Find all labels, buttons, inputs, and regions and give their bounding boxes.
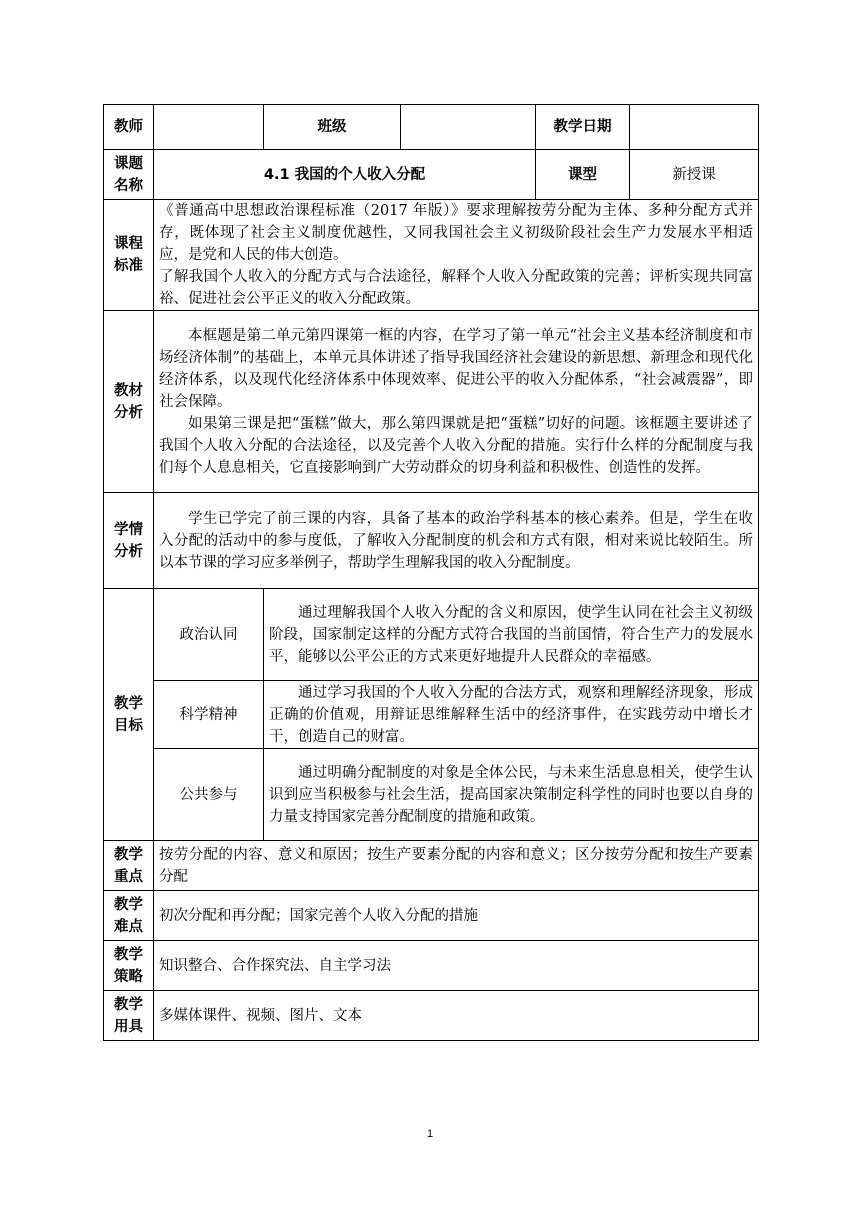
standard-paragraph-2: 了解我国个人收入的分配方式与合法途径，解释个人收入分配政策的完善；评析实现共同富裕、促进社会公平正义的收入分配政策。: [159, 269, 753, 307]
topic-row: [104, 150, 759, 200]
key-points-label-line2: 重点: [114, 868, 143, 885]
lesson-type-value: 新授课: [630, 150, 759, 200]
standard-label-line2: 标准: [114, 258, 143, 274]
goal-text-political: [264, 589, 759, 681]
strategy-row: [104, 941, 759, 991]
class-label: 班级: [264, 105, 401, 150]
difficulties-row: [104, 891, 759, 941]
goals-label: [104, 589, 154, 841]
topic-label-line1: 课题: [114, 155, 143, 172]
key-points-label: [104, 841, 154, 891]
standard-row: [104, 200, 759, 311]
tools-text: 多媒体课件、视频、图片、文本: [159, 1007, 362, 1024]
strategy-label: [104, 941, 154, 991]
topic-label: [104, 150, 154, 200]
goal-paragraph-political: 通过理解我国个人收入分配的含义和原因，使学生认同在社会主义初级阶段，国家制定这样的分配方式符合我国的当前国情，符合生产力的发展水平，能够以公平公正的方式来更好地提升人民群众的幸福感。: [269, 604, 753, 665]
difficulties-label-line1: 教学: [114, 896, 143, 913]
goal-row-1: [104, 589, 759, 681]
difficulties-label-line2: 难点: [114, 918, 143, 935]
lesson-plan-table: [103, 104, 759, 1041]
topic-title: 4.1 我国的个人收入分配: [154, 150, 536, 200]
students-label-line1: 学情: [114, 521, 143, 538]
goals-label-line2: 目标: [114, 717, 143, 734]
tools-row: [104, 991, 759, 1041]
tools-label: [104, 991, 154, 1041]
date-value: [630, 105, 759, 150]
lesson-type-label: 课型: [536, 150, 630, 200]
page-number: 1: [426, 1128, 434, 1140]
strategy-label-line1: 教学: [114, 946, 143, 963]
students-label: [104, 493, 154, 589]
teacher-label: 教师: [104, 105, 154, 150]
material-row: [104, 311, 759, 493]
goal-row-2: [104, 681, 759, 749]
standard-paragraph-1: 《普通高中思想政治课程标准（2017 年版）》要求理解按劳分配为主体、多种分配方式并存，既体现了社会主义制度优越性，又同我国社会主义初级阶段社会生产力发展水平相适应，是党和人民的伟大创造。: [159, 203, 753, 263]
teacher-value: [154, 105, 264, 150]
standard-label: [104, 200, 154, 311]
goal-paragraph-science: 通过学习我国的个人收入分配的合法方式，观察和理解经济现象，形成正确的价值观，用辩证思维解释生活中的经济事件，在实践劳动中增长才干，创造自己的财富。: [269, 684, 753, 745]
standard-content: [154, 200, 759, 311]
difficulties-content: [154, 891, 759, 941]
material-label-line1: 教材: [114, 382, 143, 399]
students-content: [154, 493, 759, 589]
key-points-label-line1: 教学: [114, 846, 143, 863]
material-label: [104, 311, 154, 493]
tools-content: [154, 991, 759, 1041]
goal-row-3: [104, 749, 759, 841]
students-label-line2: 分析: [114, 543, 143, 560]
difficulties-text: 初次分配和再分配；国家完善个人收入分配的措施: [159, 907, 478, 924]
difficulties-label: [104, 891, 154, 941]
goal-paragraph-public: 通过明确分配制度的对象是全体公民，与未来生活息息相关，使学生认识到应当积极参与社会生活，提高国家决策制定科学性的同时也要以自身的力量支持国家完善分配制度的措施和政策。: [269, 764, 753, 825]
material-paragraph-2: 如果第三课是把“蛋糕”做大，那么第四课就是把“蛋糕”切好的问题。该框题主要讲述了我国个人收入分配的合法途径，以及完善个人收入分配的措施。实行什么样的分配制度与我们每个人息息相关，它直接影响到广大劳动群众的切身利益和积极性、创造性的发挥。: [159, 415, 753, 476]
date-label: 教学日期: [536, 105, 630, 150]
students-paragraph-1: 学生已学完了前三课的内容，具备了基本的政治学科基本的核心素养。但是，学生在收入分配的活动中的参与度低，了解收入分配制度的机会和方式有限，相对来说比较陌生。所以本节课的学习应多举例子，帮助学生理解我国的收入分配制度。: [159, 510, 753, 571]
goal-text-public: [264, 749, 759, 841]
header-row: [104, 105, 759, 150]
material-content: [154, 311, 759, 493]
goal-name-political: 政治认同: [154, 589, 264, 681]
goal-name-science: 科学精神: [154, 681, 264, 749]
standard-label-line1: 课程: [114, 236, 143, 252]
topic-label-line2: 名称: [114, 177, 143, 194]
material-paragraph-1: 本框题是第二单元第四课第一框的内容，在学习了第一单元“社会主义基本经济制度和市场经济体制”的基础上，本单元具体讲述了指导我国经济社会建设的新思想、新理念和现代化经济体系，以及现代化经济体系中体现效率、促进公平的收入分配体系，“社会减震器”，即社会保障。: [159, 327, 753, 410]
material-label-line2: 分析: [114, 404, 143, 421]
goal-name-public: 公共参与: [154, 749, 264, 841]
goals-label-line1: 教学: [114, 695, 143, 712]
strategy-content: [154, 941, 759, 991]
key-points-text: 按劳分配的内容、意义和原因；按生产要素分配的内容和意义；区分按劳分配和按生产要素分配: [159, 846, 753, 885]
tools-label-line1: 教学: [114, 996, 143, 1013]
strategy-text: 知识整合、合作探究法、自主学习法: [159, 957, 391, 974]
key-points-content: [154, 841, 759, 891]
tools-label-line2: 用具: [114, 1018, 143, 1035]
goal-text-science: [264, 681, 759, 749]
students-row: [104, 493, 759, 589]
key-points-row: [104, 841, 759, 891]
strategy-label-line2: 策略: [114, 968, 143, 985]
class-value: [401, 105, 536, 150]
